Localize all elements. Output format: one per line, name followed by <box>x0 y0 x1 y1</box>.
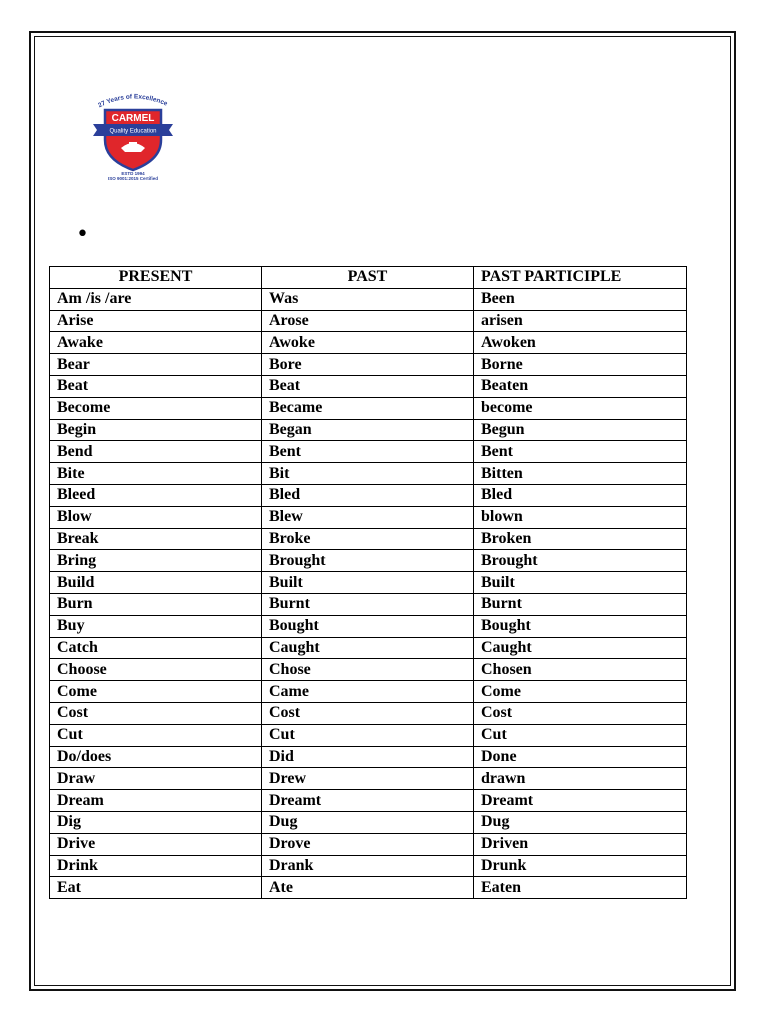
table-row <box>50 397 687 419</box>
table-row <box>50 463 687 485</box>
table-row <box>50 855 687 877</box>
cell-past-participle: Driven <box>474 833 687 855</box>
cell-present: Arise <box>50 310 262 332</box>
cell-past: Arose <box>262 310 474 332</box>
table-row <box>50 484 687 506</box>
cell-past-participle: Come <box>474 681 687 703</box>
logo-iso: ISO 9001:2015 Certified <box>107 176 159 181</box>
table-row <box>50 572 687 594</box>
cell-present: Bend <box>50 441 262 463</box>
cell-present: Burn <box>50 593 262 615</box>
cell-present: Bleed <box>50 484 262 506</box>
table-row <box>50 768 687 790</box>
cell-present: Break <box>50 528 262 550</box>
table-row <box>50 528 687 550</box>
cell-present: Awake <box>50 332 262 354</box>
cell-past: Dreamt <box>262 790 474 812</box>
svg-text:27 Years of Excellence <box>97 93 169 109</box>
cell-present: Build <box>50 572 262 594</box>
cell-past-participle: Drunk <box>474 855 687 877</box>
cell-past-participle: Cost <box>474 702 687 724</box>
cell-past: Cut <box>262 724 474 746</box>
cell-past-participle: Done <box>474 746 687 768</box>
header-past-participle: PAST PARTICIPLE <box>474 267 687 289</box>
cell-present: Cut <box>50 724 262 746</box>
table-row <box>50 746 687 768</box>
table-row <box>50 724 687 746</box>
cell-past: Bled <box>262 484 474 506</box>
table-row <box>50 790 687 812</box>
logo-arc-text: 27 Years of Excellence <box>97 93 169 110</box>
table-row <box>50 441 687 463</box>
cell-past-participle: drawn <box>474 768 687 790</box>
cell-present: Buy <box>50 615 262 637</box>
cell-past: Beat <box>262 375 474 397</box>
cell-past-participle: arisen <box>474 310 687 332</box>
cell-past: Brought <box>262 550 474 572</box>
cell-past: Bought <box>262 615 474 637</box>
cell-past: Dug <box>262 811 474 833</box>
table-row <box>50 702 687 724</box>
table-row <box>50 288 687 310</box>
table-body <box>50 288 687 898</box>
cell-past: Bent <box>262 441 474 463</box>
cell-past: Was <box>262 288 474 310</box>
table-row <box>50 681 687 703</box>
cell-present: Drink <box>50 855 262 877</box>
table-header-row <box>50 267 687 289</box>
cell-past: Drove <box>262 833 474 855</box>
cell-past-participle: Brought <box>474 550 687 572</box>
verb-forms-table <box>49 266 687 899</box>
cell-past-participle: Dug <box>474 811 687 833</box>
cell-past: Became <box>262 397 474 419</box>
cell-present: Catch <box>50 637 262 659</box>
cell-present: Bring <box>50 550 262 572</box>
cell-past-participle: Bought <box>474 615 687 637</box>
carmel-logo-emblem <box>85 86 180 181</box>
cell-present: Blow <box>50 506 262 528</box>
cell-past-participle: Bled <box>474 484 687 506</box>
cell-past-participle: Been <box>474 288 687 310</box>
cell-past-participle: Burnt <box>474 593 687 615</box>
cell-present: Am /is /are <box>50 288 262 310</box>
cell-present: Drive <box>50 833 262 855</box>
table-row <box>50 811 687 833</box>
cell-past-participle: Built <box>474 572 687 594</box>
table-row <box>50 419 687 441</box>
cell-past: Began <box>262 419 474 441</box>
header-present: PRESENT <box>50 267 262 289</box>
table-row <box>50 637 687 659</box>
carmel-logo <box>85 86 180 181</box>
cell-past: Bit <box>262 463 474 485</box>
logo-name: CARMEL <box>111 113 155 124</box>
cell-past: Did <box>262 746 474 768</box>
cell-past-participle: Dreamt <box>474 790 687 812</box>
cell-present: Bear <box>50 354 262 376</box>
header-past: PAST <box>262 267 474 289</box>
cell-past: Burnt <box>262 593 474 615</box>
cell-past-participle: Borne <box>474 354 687 376</box>
cell-past-participle: Eaten <box>474 877 687 899</box>
cell-past-participle: Broken <box>474 528 687 550</box>
cell-past: Broke <box>262 528 474 550</box>
table-row <box>50 833 687 855</box>
cell-present: Dream <box>50 790 262 812</box>
cell-present: Bite <box>50 463 262 485</box>
cell-present: Eat <box>50 877 262 899</box>
cell-past-participle: Caught <box>474 637 687 659</box>
table-row <box>50 354 687 376</box>
cell-past: Blew <box>262 506 474 528</box>
table-row <box>50 506 687 528</box>
cell-past-participle: Bent <box>474 441 687 463</box>
table-row <box>50 375 687 397</box>
cell-past-participle: Beaten <box>474 375 687 397</box>
table-row <box>50 877 687 899</box>
cell-past: Drank <box>262 855 474 877</box>
table-row <box>50 593 687 615</box>
cell-past: Drew <box>262 768 474 790</box>
cell-past: Chose <box>262 659 474 681</box>
logo-ribbon-text: Quality Education <box>109 128 157 135</box>
table-row <box>50 310 687 332</box>
cell-past-participle: become <box>474 397 687 419</box>
cell-present: Begin <box>50 419 262 441</box>
cell-present: Become <box>50 397 262 419</box>
bullet-point: • <box>76 222 89 247</box>
cell-present: Choose <box>50 659 262 681</box>
cell-past-participle: Chosen <box>474 659 687 681</box>
table-row <box>50 615 687 637</box>
table-row <box>50 550 687 572</box>
table-row <box>50 659 687 681</box>
cell-present: Draw <box>50 768 262 790</box>
cell-past-participle: Bitten <box>474 463 687 485</box>
cell-past: Cost <box>262 702 474 724</box>
table-row <box>50 332 687 354</box>
cell-present: Beat <box>50 375 262 397</box>
cell-present: Come <box>50 681 262 703</box>
cell-past: Caught <box>262 637 474 659</box>
cell-present: Dig <box>50 811 262 833</box>
cell-past-participle: Begun <box>474 419 687 441</box>
logo-estd: ESTD 1994 <box>121 171 145 176</box>
cell-past-participle: Cut <box>474 724 687 746</box>
cell-past: Came <box>262 681 474 703</box>
cell-past: Built <box>262 572 474 594</box>
cell-past: Ate <box>262 877 474 899</box>
cell-past-participle: Awoken <box>474 332 687 354</box>
cell-past-participle: blown <box>474 506 687 528</box>
cell-past: Bore <box>262 354 474 376</box>
cell-past: Awoke <box>262 332 474 354</box>
cell-present: Cost <box>50 702 262 724</box>
cell-present: Do/does <box>50 746 262 768</box>
